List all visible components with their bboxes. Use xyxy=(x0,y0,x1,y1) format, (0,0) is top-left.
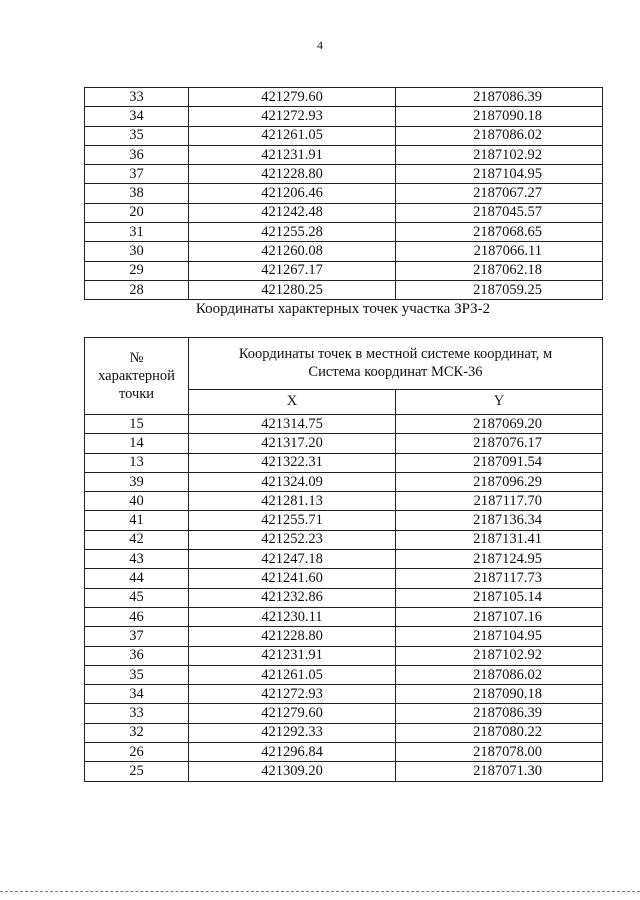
x-coordinate-cell: 421252.23 xyxy=(189,530,396,549)
y-coordinate-cell: 2187124.95 xyxy=(396,550,603,569)
y-coordinate-cell: 2187076.17 xyxy=(396,434,603,453)
x-coordinate-cell: 421241.60 xyxy=(189,569,396,588)
point-number-cell: 33 xyxy=(85,88,189,107)
point-number-cell: 37 xyxy=(85,627,189,646)
table-row xyxy=(85,607,603,626)
section-title: Координаты характерных точек участка ЗРЗ-2 xyxy=(195,301,491,317)
y-coordinate-cell: 2187090.18 xyxy=(396,685,603,704)
x-coordinate-cell: 421324.09 xyxy=(189,472,396,491)
y-coordinate-cell: 2187090.18 xyxy=(396,107,603,126)
table-row xyxy=(85,627,603,646)
point-number-cell: 34 xyxy=(85,107,189,126)
y-coordinate-cell: 2187117.70 xyxy=(396,492,603,511)
y-coordinate-cell: 2187068.65 xyxy=(396,223,603,242)
coordinates-table-zrz2 xyxy=(84,337,603,782)
point-number-cell: 41 xyxy=(85,511,189,530)
table-row xyxy=(85,492,603,511)
point-number-cell: 28 xyxy=(85,280,189,299)
y-coordinate-cell: 2187066.11 xyxy=(396,242,603,261)
page-bottom-divider xyxy=(0,891,640,892)
table-row xyxy=(85,280,603,299)
point-number-cell: 31 xyxy=(85,223,189,242)
y-coordinate-cell: 2187117.73 xyxy=(396,569,603,588)
x-coordinate-cell: 421261.05 xyxy=(189,665,396,684)
table-row xyxy=(85,588,603,607)
point-number-cell: 34 xyxy=(85,685,189,704)
x-coordinate-cell: 421255.28 xyxy=(189,223,396,242)
x-coordinate-cell: 421272.93 xyxy=(189,685,396,704)
point-number-cell: 20 xyxy=(85,203,189,222)
y-coordinate-cell: 2187096.29 xyxy=(396,472,603,491)
table-row xyxy=(85,242,603,261)
y-coordinate-cell: 2187080.22 xyxy=(396,723,603,742)
table-row xyxy=(85,743,603,762)
point-number-cell: 45 xyxy=(85,588,189,607)
x-coordinate-cell: 421231.91 xyxy=(189,145,396,164)
y-coordinate-cell: 2187062.18 xyxy=(396,261,603,280)
x-coordinate-cell: 421228.80 xyxy=(189,165,396,184)
point-number-cell: 44 xyxy=(85,569,189,588)
point-number-cell: 36 xyxy=(85,646,189,665)
x-coordinate-cell: 421255.71 xyxy=(189,511,396,530)
point-number-cell: 43 xyxy=(85,550,189,569)
header-coordinates-line1: Координаты точек в местной системе координат, м xyxy=(238,346,553,363)
table-row xyxy=(85,646,603,665)
point-number-cell: 35 xyxy=(85,126,189,145)
y-coordinate-cell: 2187086.39 xyxy=(396,704,603,723)
x-coordinate-cell: 421232.86 xyxy=(189,588,396,607)
table-row xyxy=(85,261,603,280)
header-row xyxy=(85,338,603,390)
table-row xyxy=(85,107,603,126)
y-coordinate-cell: 2187102.92 xyxy=(396,646,603,665)
point-number-cell: 36 xyxy=(85,145,189,164)
x-coordinate-cell: 421314.75 xyxy=(189,415,396,434)
table-row xyxy=(85,704,603,723)
table-row xyxy=(85,126,603,145)
point-number-cell: 13 xyxy=(85,453,189,472)
point-number-cell: 38 xyxy=(85,184,189,203)
y-coordinate-cell: 2187071.30 xyxy=(396,762,603,781)
point-number-cell: 30 xyxy=(85,242,189,261)
table-row xyxy=(85,203,603,222)
table-row xyxy=(85,145,603,164)
y-coordinate-cell: 2187045.57 xyxy=(396,203,603,222)
header-coordinates-line2: Система координат МСК-36 xyxy=(308,364,483,381)
table-row xyxy=(85,723,603,742)
y-coordinate-cell: 2187104.95 xyxy=(396,165,603,184)
y-coordinate-cell: 2187105.14 xyxy=(396,588,603,607)
point-number-cell: 25 xyxy=(85,762,189,781)
x-coordinate-cell: 421242.48 xyxy=(189,203,396,222)
x-coordinate-cell: 421261.05 xyxy=(189,126,396,145)
y-coordinate-cell: 2187067.27 xyxy=(396,184,603,203)
y-coordinate-cell: 2187107.16 xyxy=(396,607,603,626)
page-number: 4 xyxy=(317,38,323,52)
table-row xyxy=(85,665,603,684)
table-row xyxy=(85,550,603,569)
x-coordinate-cell: 421309.20 xyxy=(189,762,396,781)
x-coordinate-cell: 421228.80 xyxy=(189,627,396,646)
x-coordinate-cell: 421230.11 xyxy=(189,607,396,626)
point-number-cell: 33 xyxy=(85,704,189,723)
x-coordinate-cell: 421247.18 xyxy=(189,550,396,569)
x-coordinate-cell: 421272.93 xyxy=(189,107,396,126)
y-coordinate-cell: 2187078.00 xyxy=(396,743,603,762)
point-number-cell: 40 xyxy=(85,492,189,511)
x-coordinate-cell: 421317.20 xyxy=(189,434,396,453)
table-header xyxy=(85,338,603,415)
y-coordinate-cell: 2187104.95 xyxy=(396,627,603,646)
x-coordinate-cell: 421281.13 xyxy=(189,492,396,511)
x-coordinate-cell: 421296.84 xyxy=(189,743,396,762)
table-row xyxy=(85,88,603,107)
table-row xyxy=(85,511,603,530)
y-coordinate-cell: 2187086.02 xyxy=(396,126,603,145)
y-coordinate-cell: 2187086.39 xyxy=(396,88,603,107)
table-row xyxy=(85,569,603,588)
x-coordinate-cell: 421279.60 xyxy=(189,88,396,107)
point-number-cell: 42 xyxy=(85,530,189,549)
x-coordinate-cell: 421280.25 xyxy=(189,280,396,299)
header-y: Y xyxy=(396,389,603,414)
table-row xyxy=(85,530,603,549)
y-coordinate-cell: 2187091.54 xyxy=(396,453,603,472)
x-coordinate-cell: 421279.60 xyxy=(189,704,396,723)
point-number-cell: 15 xyxy=(85,415,189,434)
x-coordinate-cell: 421231.91 xyxy=(189,646,396,665)
y-coordinate-cell: 2187102.92 xyxy=(396,145,603,164)
point-number-cell: 29 xyxy=(85,261,189,280)
header-coordinates xyxy=(189,338,603,390)
y-coordinate-cell: 2187059.25 xyxy=(396,280,603,299)
y-coordinate-cell: 2187136.34 xyxy=(396,511,603,530)
coordinates-table-continued xyxy=(84,87,603,300)
point-number-cell: 35 xyxy=(85,665,189,684)
table-row xyxy=(85,434,603,453)
y-coordinate-cell: 2187131.41 xyxy=(396,530,603,549)
table-row xyxy=(85,685,603,704)
x-coordinate-cell: 421260.08 xyxy=(189,242,396,261)
x-coordinate-cell: 421292.33 xyxy=(189,723,396,742)
table-body xyxy=(85,88,603,300)
header-x: X xyxy=(189,389,396,414)
point-number-cell: 14 xyxy=(85,434,189,453)
table-row xyxy=(85,165,603,184)
x-coordinate-cell: 421267.17 xyxy=(189,261,396,280)
x-coordinate-cell: 421206.46 xyxy=(189,184,396,203)
table-row xyxy=(85,762,603,781)
y-coordinate-cell: 2187086.02 xyxy=(396,665,603,684)
x-coordinate-cell: 421322.31 xyxy=(189,453,396,472)
point-number-cell: 37 xyxy=(85,165,189,184)
point-number-cell: 26 xyxy=(85,743,189,762)
table-body xyxy=(85,415,603,782)
y-coordinate-cell: 2187069.20 xyxy=(396,415,603,434)
table-row xyxy=(85,415,603,434)
point-number-cell: 32 xyxy=(85,723,189,742)
point-number-cell: 46 xyxy=(85,607,189,626)
header-point-number: № характерной точки xyxy=(85,338,189,415)
point-number-cell: 39 xyxy=(85,472,189,491)
table-row xyxy=(85,184,603,203)
table-row xyxy=(85,453,603,472)
table-row xyxy=(85,223,603,242)
table-row xyxy=(85,472,603,491)
